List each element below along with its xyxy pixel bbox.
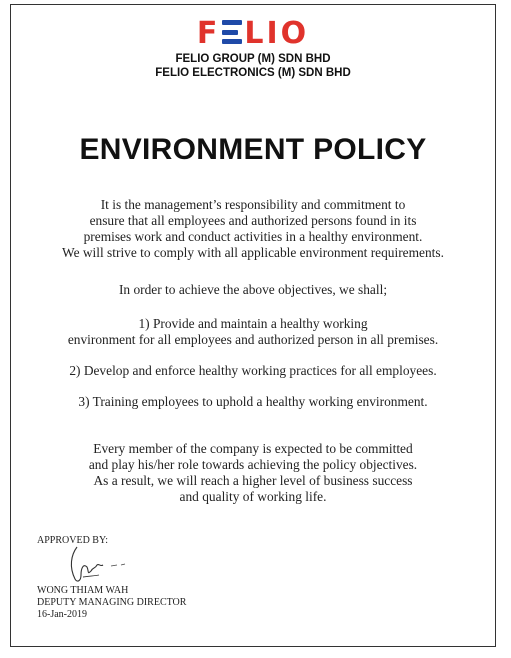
handwritten-signature	[63, 545, 143, 585]
closing-line: Every member of the company is expected to be committed	[93, 441, 413, 456]
signatory-position: DEPUTY MANAGING DIRECTOR	[37, 597, 187, 608]
logo-e-bars-icon	[222, 20, 242, 44]
approval-date: 16-Jan-2019	[37, 609, 87, 620]
intro-line: We will strive to comply with all applicable environment requirements.	[62, 245, 444, 260]
company-name-1: FELIO GROUP (M) SDN BHD	[175, 53, 331, 65]
company-name-2: FELIO ELECTRONICS (M) SDN BHD	[155, 67, 351, 79]
closing-line: As a result, we will reach a higher level of business success	[93, 473, 413, 488]
closing-line: and play his/her role towards achieving the policy objectives.	[88, 457, 418, 472]
intro-line: It is the management’s responsibility and commitment to	[100, 197, 406, 212]
closing-paragraph	[11, 441, 495, 505]
document-title: ENVIRONMENT POLICY	[79, 133, 427, 166]
intro-paragraph	[11, 197, 495, 261]
policy-item-3: 3) Training employees to uphold a healthy working environment.	[78, 394, 428, 409]
policy-item-2: 2) Develop and enforce healthy working practices for all employees.	[69, 363, 437, 378]
approved-by-label: APPROVED BY:	[37, 535, 109, 546]
policy-item-1	[11, 316, 495, 348]
objectives-lead: In order to achieve the above objectives, we shall;	[118, 282, 388, 297]
intro-line: ensure that all employees and authorized persons found in its	[89, 213, 417, 228]
item-1-line: 1) Provide and maintain a healthy working	[138, 316, 368, 331]
policy-document	[10, 4, 496, 647]
signatory-name: WONG THIAM WAH	[37, 585, 129, 596]
closing-line: and quality of working life.	[179, 489, 327, 504]
company-logo: F LIO	[196, 16, 310, 51]
intro-line: premises work and conduct activities in a healthy environment.	[83, 229, 423, 244]
item-1-line: environment for all employees and authorized person in all premises.	[67, 332, 439, 347]
